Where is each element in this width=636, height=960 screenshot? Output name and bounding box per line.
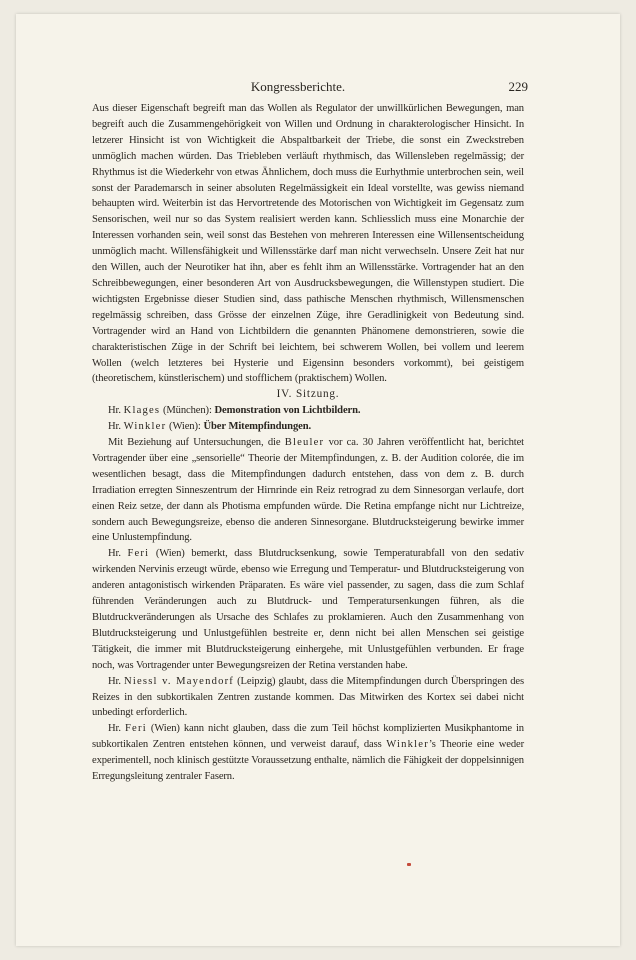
paragraph-feri-2-prefix: Hr. xyxy=(108,723,125,735)
name-feri-2: Feri xyxy=(124,723,147,735)
paragraph-mitempfindungen-rest: vor ca. 30 Jahren veröffentlicht hat, berichtet Vortragender über eine „sensorielle“ Theorie der Mitempfindungen, z. B. der Audition colorée, die im wesentlichen besagt, dass die Mitempfindungen dadurch entstehen, dass von dem z. B. durch Irradiation erregten Sinneszentrum der Hirnrinde ein Reiz retrograd zu dem Sinnesorgan verlaufe, dort einen Reiz setze, der dann als Photisma empfunden würde. Die Retina empfange nicht nur Lichtreize, sondern auch Bewegungsreize, ebenso die anderen Sinnesorgane. Blutdrucksteigerung bewirke immer eine Unlustempfindung. xyxy=(92,437,525,544)
talk-winkler-place: (Wien): xyxy=(166,421,204,433)
paragraph-niessl-rest: (Leipzig) glaubt, dass die Mitempfindungen durch Überspringen des Reizes in den subkortikalen Zentren zustande kommen. Das Mitwirken des Kortex sei dabei nicht unbedingt erforderlich. xyxy=(92,675,524,719)
name-niessl: Niessl v. Mayendorf xyxy=(123,675,235,687)
talk-klages-place: (München): xyxy=(160,405,215,417)
page-header xyxy=(68,79,528,95)
ink-mark xyxy=(407,863,411,866)
section-heading: IV. Sitzung. xyxy=(276,388,340,401)
name-bleuler: Bleuler xyxy=(284,437,325,449)
paragraph-feri-2-middle: (Wien) kann nicht glauben, dass die zum Teil höchst komplizierten Musikphantome in subkortikalen Zentren entstehen können, und verweist darauf, dass xyxy=(92,723,524,751)
talk-klages xyxy=(92,403,524,419)
name-winkler: Winkler xyxy=(386,739,429,751)
paragraph-feri-2-rest: ’s Theorie eine weder experimentell, noch klinisch gestützte Voraussetzung enthalte, nämlich die Fähigkeit der doppelsinnigen Erregungsleitung zentraler Fasern. xyxy=(92,739,524,783)
speaker-klages: Klages xyxy=(123,405,161,417)
running-title: Kongressberichte. xyxy=(250,79,346,94)
body-text xyxy=(92,101,524,785)
speaker-winkler: Winkler xyxy=(123,421,167,433)
talk-winkler xyxy=(92,419,524,435)
paragraph-mitempfindungen-start: Mit Beziehung auf Untersuchungen, die xyxy=(108,437,285,449)
name-feri: Feri xyxy=(127,548,150,560)
talk-klages-title: Demonstration von Lichtbildern. xyxy=(214,405,361,417)
paragraph-feri-1-prefix: Hr. xyxy=(108,548,128,560)
talk-winkler-title: Über Mitempfindungen. xyxy=(203,421,312,433)
paragraph-feri-1 xyxy=(92,546,524,673)
paragraph-mitempfindungen xyxy=(92,435,524,546)
talk-klages-prefix: Hr. xyxy=(108,405,124,417)
paragraph-willenstypen: Aus dieser Eigenschaft begreift man das Wollen als Regulator der unwillkürlichen Bewegungen, man begreift auch die Zusammengehörigkeit von Willen und Ordnung in charakterologischer Hinsicht. In letzerer Hinsicht ist von Wichtigkeit die Abspaltbarkeit der Triebe, die sonst ein Zweckstreben unmöglich machen würden. Das Triebleben verläuft rhythmisch, das Willensleben regelmässig; der Rhythmus ist die Wiederkehr von etwas Ähnlichem, doch muss die Eurhythmie unterbrochen sein, weil sonst der Parademarsch in seiner absoluten Regelmässigkeit ein Ideal vorstellte, was gewiss niemand behaupten wird. Weiterbin ist das Hervortretende des Motorischen von Wichtigkeit im Gegensatz zum Sensorischen, weil nur so das System realisiert werden kann. Schliesslich muss eine Monarchie der Interessen vorhanden sein, weil sonst das Bestehen von mehreren Interessen eine Willensentscheidung unmöglich macht. Willensfähigkeit und Willensstärke darf man nicht verwechseln. Unsere Zeit hat nur den Willen, auch der Neurotiker hat ihn, aber es fehlt ihm an Willensstärke. Vortragender hat an den Schreibbewegungen, einer besonderen Art von Ausdrucksbewegungen, die Willenstypen studiert. Die wichtigsten Ergebnisse dieser Studien sind, dass pathische Menschen rhythmisch, Willensmenschen regelmässig schreiben, dass Grösse der einzelnen Züge, ihre Geradlinigkeit von Bedeutung sind. Vortragender wird an Hand von Lichtbildern die genannten Phänomene demonstrieren, sowie die charakteristischen Züge in der Schrift bei leichtem, bei schwerem Wollen, bei vollem und leerem Wollen (welch letzteres bei Hysterie und Eigensinn besonders vorkommt), bei geistigem (theoretischem, künstlerischem) und stofflichem (praktischem) Wollen. xyxy=(92,103,524,385)
talk-winkler-prefix: Hr. xyxy=(108,421,124,433)
paragraph-feri-1-rest: (Wien) bemerkt, dass Blutdrucksenkung, sowie Temperaturabfall von den sedativ wirkenden Nervinis erzeugt würde, ebenso wie Erregung und Temperatur- und Blutdrucksteigerung von anderen antagonistisch wirkenden Präparaten. Es wäre viel passender, zu sagen, dass die zum Schlaf führenden Veränderungen auch zu Blutdruck- und Temperatursenkungen führen, als die Blutdruckveränderungen als Ursache des Schlafes zu proklamieren. Auch den Zusammenhang von Blutdrucksteigerung und Unlustgefühlen bestreite er, denn nicht bei allen Menschen sei geistige Tätigkeit, die immer mit Blutdrucksteigerung einhergehe, mit Unlustgefühlen verbunden. Er frage noch, was Vortragender unter Bewegungsreizen der Retina verstanden habe. xyxy=(92,548,524,671)
paragraph-niessl-prefix: Hr. xyxy=(108,675,124,687)
page-number: 229 xyxy=(508,79,528,94)
paragraph-niessl xyxy=(92,674,524,722)
paragraph-feri-2 xyxy=(92,721,524,785)
